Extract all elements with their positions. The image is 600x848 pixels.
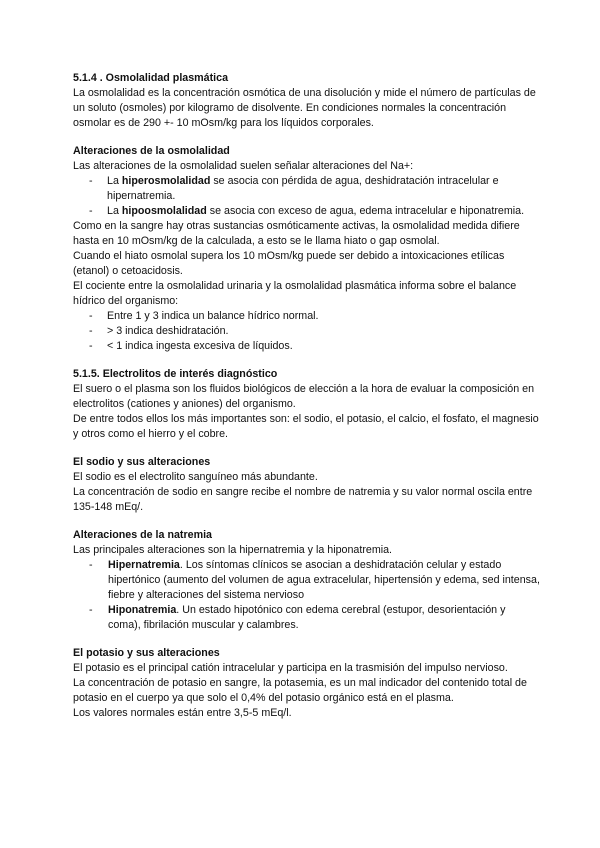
section-heading-alteraciones-osmolalidad: Alteraciones de la osmolalidad [73, 145, 230, 157]
paragraph: Las alteraciones de la osmolalidad suelen señalar alteraciones del Na+: [73, 160, 414, 172]
list-item: - Hiponatremia. Un estado hipotónico con edema cerebral (estupor, desorientación y coma), fibrilación muscular y calambres. [73, 603, 540, 633]
list-item: - Entre 1 y 3 indica un balance hídrico normal. [73, 309, 540, 324]
paragraph: Como en la sangre hay otras sustancias osmóticamente activas, la osmolalidad medida difiere hasta en 10 mOsm/kg de la calculada, a esto se le llama hiato o gap osmolal. [73, 220, 520, 247]
paragraph: El potasio es el principal catión intracelular y participa en la trasmisión del impulso nervioso. [73, 662, 508, 674]
paragraph: De entre todos ellos los más importantes son: el sodio, el potasio, el calcio, el fosfato, el magnesio y otros como el hierro y el cobre. [73, 413, 539, 440]
paragraph: El suero o el plasma son los fluidos biológicos de elección a la hora de evaluar la composición en electrolitos (cationes y aniones) del organismo. [73, 383, 535, 410]
section-heading-sodio: El sodio y sus alteraciones [73, 456, 211, 468]
list-item: - Hipernatremia. Los síntomas clínicos se asocian a deshidratación celular y estado hipertónico (aumento del volumen de agua extracelular, hipertensión y edema, sed intensa, fiebre y alteraciones del sistema nervioso [73, 558, 540, 603]
bold-term: hiperosmolalidad [121, 175, 211, 187]
paragraph: La concentración de potasio en sangre, la potasemia, es un mal indicador del contenido total de potasio en el cuerpo ya que solo el 0,4% del potasio orgánico está en el plasma. [73, 677, 527, 704]
section-heading-osmolalidad-plasmatica: 5.1.4 . Osmolalidad plasmática [73, 72, 229, 84]
list-item: - La hipoosmolalidad se asocia con exceso de agua, edema intracelular e hiponatremia. [73, 204, 540, 219]
section-heading-potasio: El potasio y sus alteraciones [73, 647, 220, 659]
paragraph: La osmolalidad es la concentración osmótica de una disolución y mide el número de partículas de un soluto (osmoles) por kilogramo de disolvente. En condiciones normales la concentración osmolar es de 290 +- 10 mOsm/kg para los líquidos corporales. [73, 87, 536, 129]
bold-term: hipoosmolalidad [121, 205, 207, 217]
bullet-list [73, 558, 540, 633]
list-item: - La hiperosmolalidad se asocia con pérdida de agua, deshidratación intracelular e hipernatremia. [73, 174, 540, 204]
bullet-list [73, 174, 540, 219]
paragraph: La concentración de sodio en sangre recibe el nombre de natremia y su valor normal oscila entre 135-148 mEq/. [73, 486, 533, 513]
bold-term: Hiponatremia [108, 604, 177, 616]
paragraph: El sodio es el electrolito sanguíneo más abundante. [73, 471, 318, 483]
paragraph: Cuando el hiato osmolal supera los 10 mOsm/kg puede ser debido a intoxicaciones etílicas (etanol) o cetoacidosis. [73, 250, 505, 277]
paragraph: El cociente entre la osmolalidad urinaria y la osmolalidad plasmática informa sobre el balance hídrico del organismo: [73, 280, 517, 307]
list-item: - > 3 indica deshidratación. [73, 324, 540, 339]
section-heading-natremia: Alteraciones de la natremia [73, 529, 212, 541]
list-item: - < 1 indica ingesta excesiva de líquidos. [73, 339, 540, 354]
bullet-list [73, 309, 540, 354]
bold-term: Hipernatremia [108, 559, 180, 571]
paragraph: Los valores normales están entre 3,5-5 mEq/l. [73, 707, 292, 719]
paragraph: Las principales alteraciones son la hipernatremia y la hiponatremia. [73, 544, 393, 556]
section-heading-electrolitos: 5.1.5. Electrolitos de interés diagnóstico [73, 368, 278, 380]
